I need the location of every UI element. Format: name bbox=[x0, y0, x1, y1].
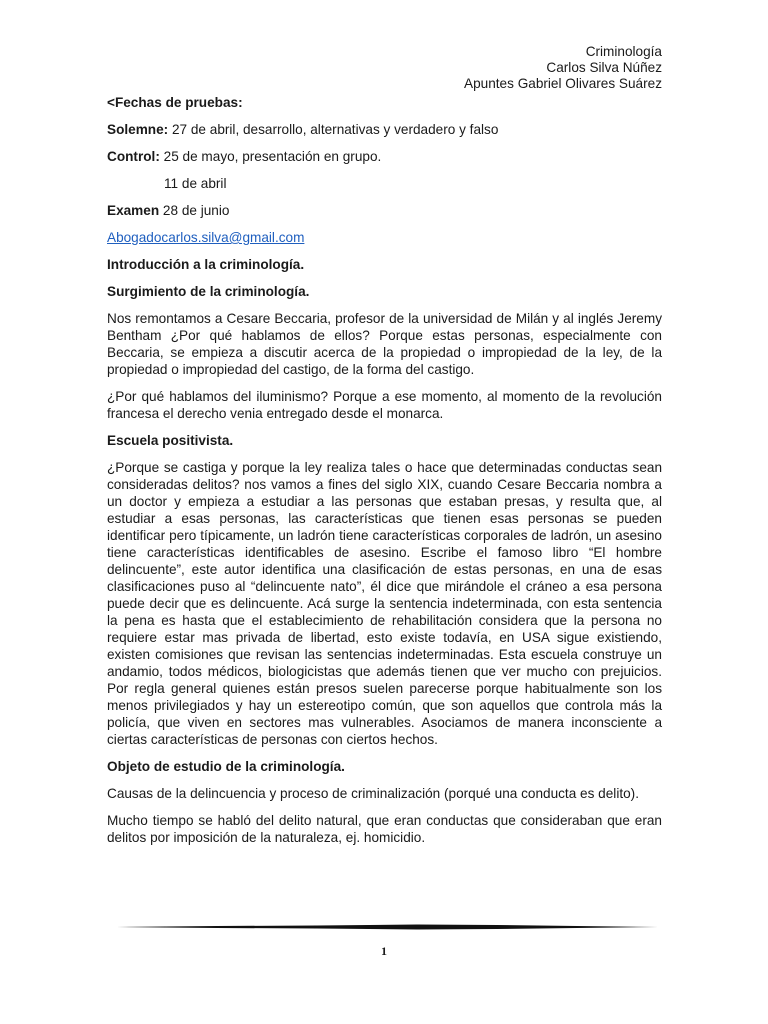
header-professor: Carlos Silva Núñez bbox=[546, 60, 662, 75]
extra-date-line: 11 de abril bbox=[164, 176, 227, 191]
positivist-heading bbox=[107, 432, 662, 449]
origin-heading bbox=[107, 283, 662, 300]
origin-heading-text: Surgimiento de la criminología. bbox=[107, 284, 310, 299]
object-heading bbox=[107, 758, 662, 775]
footer-divider bbox=[117, 924, 658, 930]
object-paragraph-2: Mucho tiempo se habló del delito natural, que eran conductas que consideraban que eran delitos por imposición de la naturaleza, ej. homicidio. bbox=[107, 813, 662, 845]
solemne-line bbox=[107, 121, 662, 138]
email-line bbox=[107, 229, 662, 246]
intro-heading-text: Introducción a la criminología. bbox=[107, 257, 305, 272]
dates-title bbox=[107, 94, 662, 111]
object-paragraph-1: Causas de la delincuencia y proceso de criminalización (porqué una conducta es delito). bbox=[107, 786, 639, 801]
solemne-text: 27 de abril, desarrollo, alternativas y verdadero y falso bbox=[168, 122, 499, 137]
positivist-paragraph: ¿Porque se castiga y porque la ley realiza tales o hace que determinadas conductas sean consideradas delitos? nos vamos a fines del siglo XIX, cuando Cesare Beccaria nombra a un doctor y empieza a estudiar a las personas que estaban presas, y resulta que, al estudiar a esas personas, las características que tienen esas personas se pueden identificar pero típicamente, un ladrón tiene características corporales de ladrón, un asesino tiene características identificables de asesino. Escribe el famoso libro “El hombre delincuente”, este autor identifica una clasificación de estas personas, en una de esas clasificaciones puso al “delincuente nato”, él dice que mirándole el cráneo a esa persona puede decir que es delincuente. Acá surge la sentencia indeterminada, con esta sentencia la pena es hasta que el establecimiento de rehabilitación considera que la persona no requiere estar mas privada de libertad, esto existe todavía, en USA sigue existiendo, existen comisiones que revisan las sentencias indeterminadas. Esta escuela construye un andamio, todos médicos, biologicistas que además tienen que ver mucho con prejuicios. Por regla general quienes están presos suelen parecerse porque habitualmente son los menos privilegiados y hay un estereotipo común, que son aquellos que controla más la policía, que viven en sectores mas vulnerables. Asociamos de manera inconsciente a ciertas características de personas con ciertos hechos. bbox=[107, 460, 662, 747]
email-link[interactable]: Abogadocarlos.silva@gmail.com bbox=[107, 230, 305, 245]
page-number: 1 bbox=[381, 944, 387, 958]
control-label: Control: bbox=[107, 149, 160, 164]
control-text: 25 de mayo, presentación en grupo. bbox=[159, 149, 382, 164]
control-line bbox=[107, 148, 662, 165]
origin-paragraph-1: Nos remontamos a Cesare Beccaria, profesor de la universidad de Milán y al inglés Jeremy Bentham ¿Por qué hablamos de ellos? Porque estas personas, especialmente con Beccaria, se empieza a discutir acerca de la propiedad o impropiedad de la ley, de la propiedad o impropiedad del castigo, de la forma del castigo. bbox=[107, 311, 662, 377]
examen-text: 28 de junio bbox=[159, 203, 230, 218]
origin-paragraph-2: ¿Por qué hablamos del iluminismo? Porque a ese momento, al momento de la revolución francesa el derecho venia entregado desde el monarca. bbox=[107, 389, 662, 421]
document-header bbox=[107, 44, 662, 92]
header-author: Apuntes Gabriel Olivares Suárez bbox=[464, 76, 662, 91]
object-heading-text: Objeto de estudio de la criminología. bbox=[107, 759, 345, 774]
examen-label: Examen bbox=[107, 203, 160, 218]
header-course: Criminología bbox=[585, 44, 662, 59]
dates-title-text: <Fechas de pruebas: bbox=[107, 95, 243, 110]
positivist-heading-text: Escuela positivista. bbox=[107, 433, 234, 448]
examen-line bbox=[107, 202, 662, 219]
solemne-label: Solemne: bbox=[107, 122, 169, 137]
document-page bbox=[107, 44, 662, 856]
intro-heading bbox=[107, 256, 662, 273]
